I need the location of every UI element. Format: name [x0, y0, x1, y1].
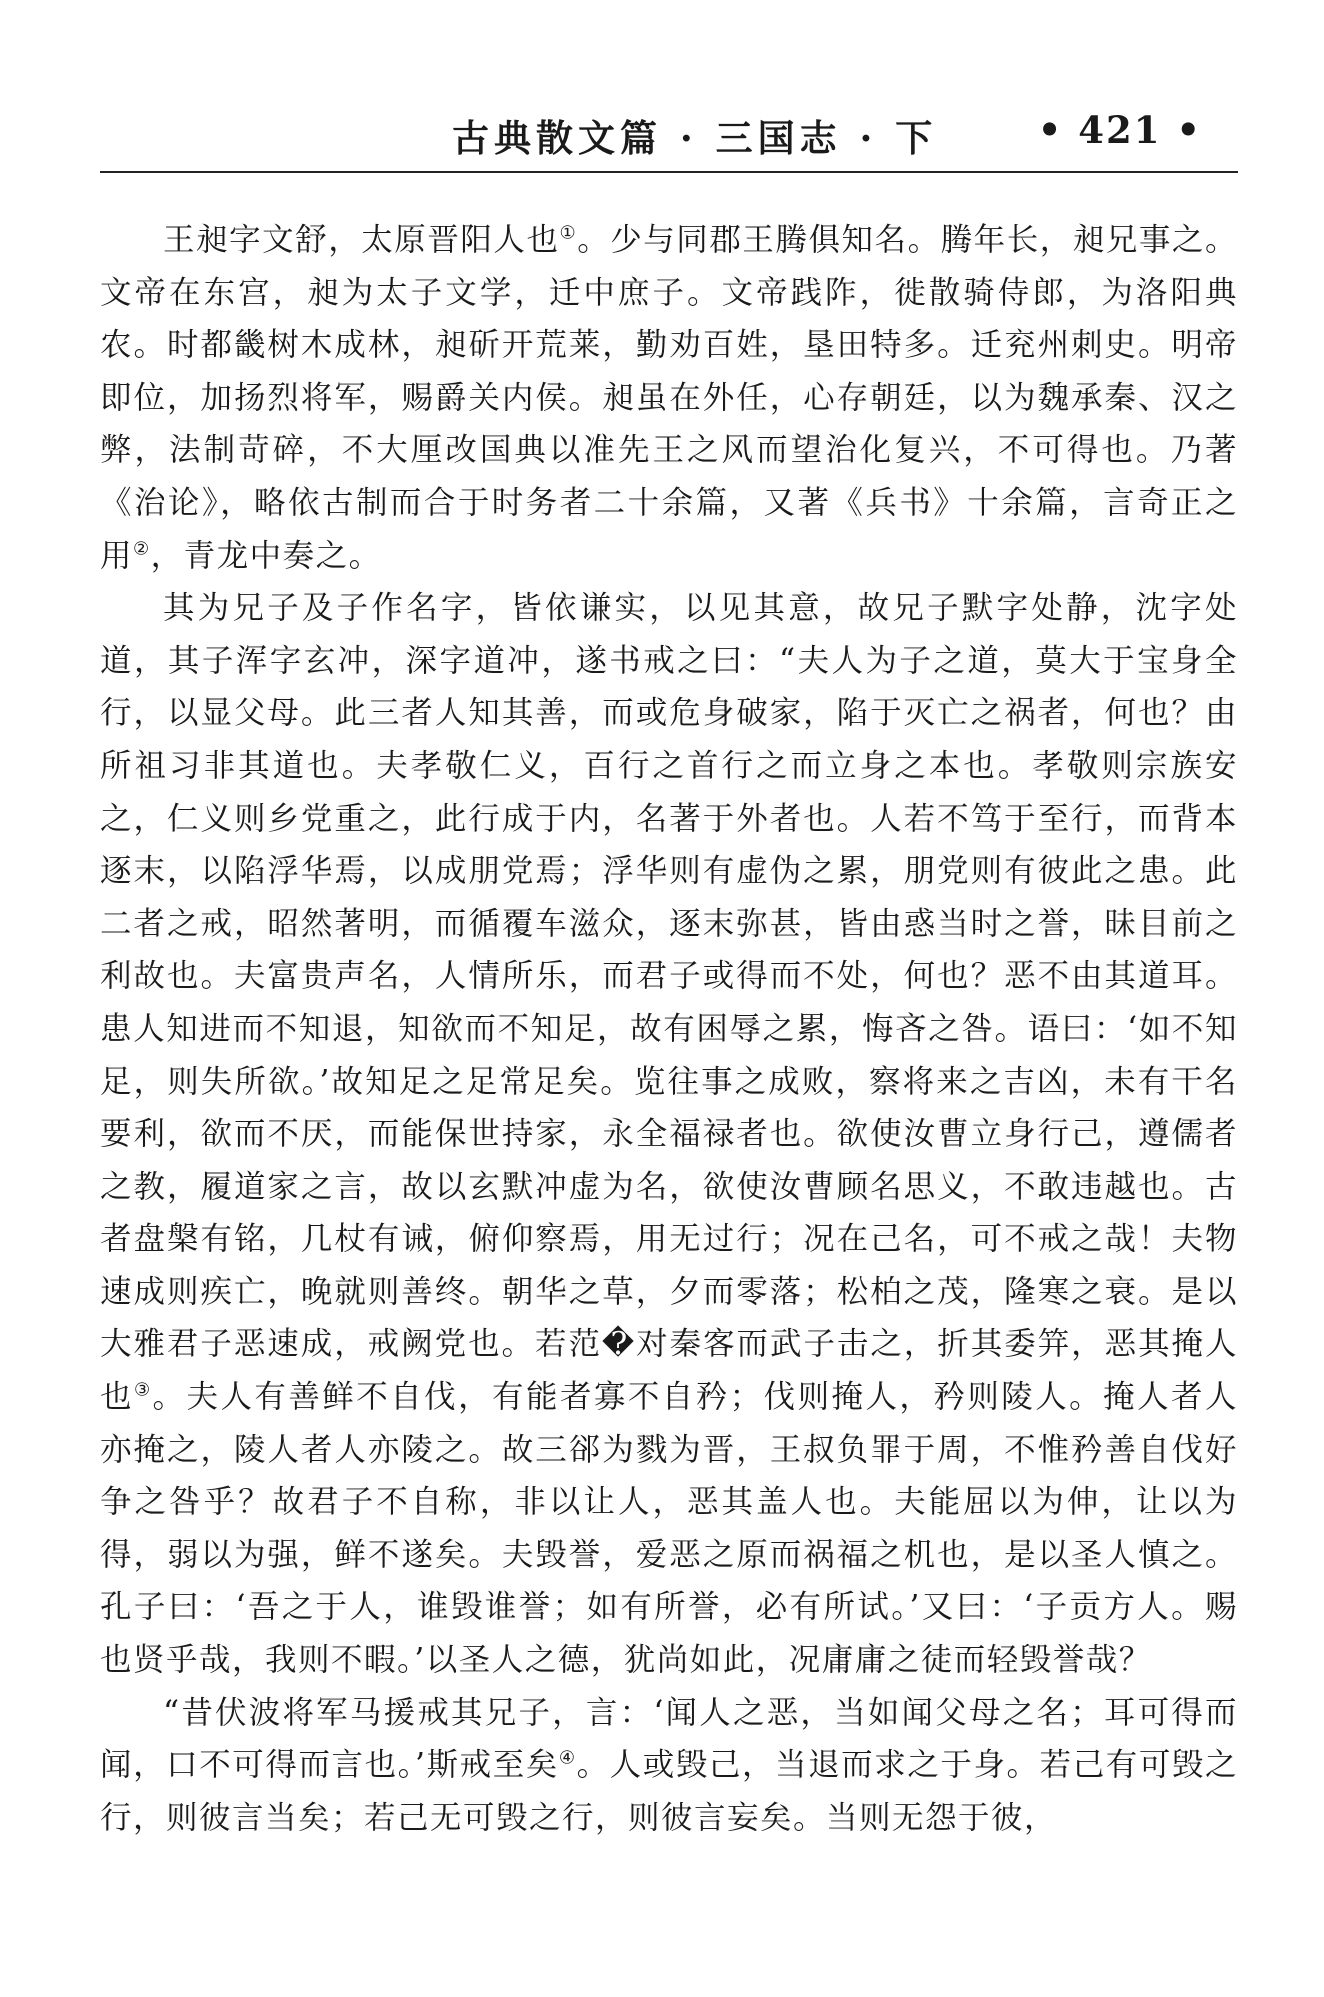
text-run: “昔伏波将军马援戒其兄子，言：‘闻人之恶，当如闻父母之名；耳可得而闻，口不可得而言也。’斯戒至矣: [100, 1694, 1238, 1784]
header-rule: [100, 171, 1238, 173]
text-run: ，青龙中奏之。: [150, 537, 382, 574]
page-number: • 421 •: [1037, 108, 1202, 152]
footnote-marker: ③: [133, 1379, 153, 1401]
paragraph-3: [100, 1687, 1238, 1845]
text-run: 。夫人有善鲜不自伐，有能者寡不自矜；伐则掩人，矜则陵人。掩人者人亦掩之，陵人者人亦陵之。故三郤为戮为晋，王叔负罪于周，不惟矜善自伐好争之咎乎？故君子不自称，非以让人，恶其盖人也。夫能屈以为伸，让以为得，弱以为强，鲜不遂矣。夫毁誉，爱恶之原而祸福之机也，是以圣人慎之。孔子曰：‘吾之于人，谁毁谁誉；如有所誉，必有所试。’又曰：‘子贡方人。赐也贤乎哉，我则不暇。’以圣人之德，犹尚如此，况庸庸之徒而轻毁誉哉？: [100, 1379, 1238, 1679]
main-text: [100, 214, 1238, 1844]
running-title: 古典散文篇 · 三国志 · 下: [452, 116, 938, 160]
text-run: 王昶字文舒，太原晋阳人也: [163, 222, 560, 258]
footnote-marker: ②: [133, 538, 151, 560]
footnote-marker: ④: [558, 1747, 577, 1769]
paragraph-1: [100, 214, 1238, 582]
text-run: 。少与同郡王腾俱知名。腾年长，昶兄事之。文帝在东宫，昶为太子文学，迁中庶子。文帝践阼，徙散骑侍郎，为洛阳典农。时都畿树木成林，昶斫开荒莱，勤劝百姓，垦田特多。迁兖州刺史。明帝即位，加扬烈将军，赐爵关内侯。昶虽在外任，心存朝廷，以为魏承秦、汉之弊，法制苛碎，不大厘改国典以准先王之风而望治化复兴，不可得也。乃著《治论》，略依古制而合于时务者二十余篇，又著《兵书》十余篇，言奇正之用: [100, 222, 1238, 574]
paragraph-2: [100, 582, 1238, 1686]
footnote-marker: ①: [559, 222, 578, 244]
text-run: 。人或毁己，当退而求之于身。若己有可毁之行，则彼言当矣；若己无可毁之行，则彼言妄矣。当则无怨于彼，: [100, 1747, 1238, 1836]
running-header: [100, 108, 1238, 168]
text-run: 其为兄子及子作名字，皆依谦实，以见其意，故兄子默字处静，沈字处道，其子浑字玄冲，深字道冲，遂书戒之曰：“夫人为子之道，莫大于宝身全行，以显父母。此三者人知其善，而或危身破家，陷于灭亡之祸者，何也？由所祖习非其道也。夫孝敬仁义，百行之首行之而立身之本也。孝敬则宗族安之，仁义则乡党重之，此行成于内，名著于外者也。人若不笃于至行，而背本逐末，以陷浮华焉，以成朋党焉；浮华则有虚伪之累，朋党则有彼此之患。此二者之戒，昭然著明，而循覆车滋众，逐末弥甚，皆由惑当时之誉，昧目前之利故也。夫富贵声名，人情所乐，而君子或得而不处，何也？恶不由其道耳。患人知进而不知退，知欲而不知足，故有困辱之累，悔吝之咎。语曰：‘如不知足，则失所欲。’故知足之足常足矣。览往事之成败，察将来之吉凶，未有干名要利，欲而不厌，而能保世持家，永全福禄者也。欲使汝曹立身行己，遵儒者之教，履道家之言，故以玄默冲虚为名，欲使汝曹顾名思义，不敢违越也。古者盘槃有铭，几杖有诫，俯仰察焉，用无过行；况在己名，可不戒之哉！夫物速成则疾亡，晚就则善终。朝华之草，夕而零落；松柏之茂，隆寒之衰。是以大雅君子恶速成，戒阙党也。若范�对秦客而武子击之，折其委笄，恶其掩人也: [100, 590, 1238, 1416]
